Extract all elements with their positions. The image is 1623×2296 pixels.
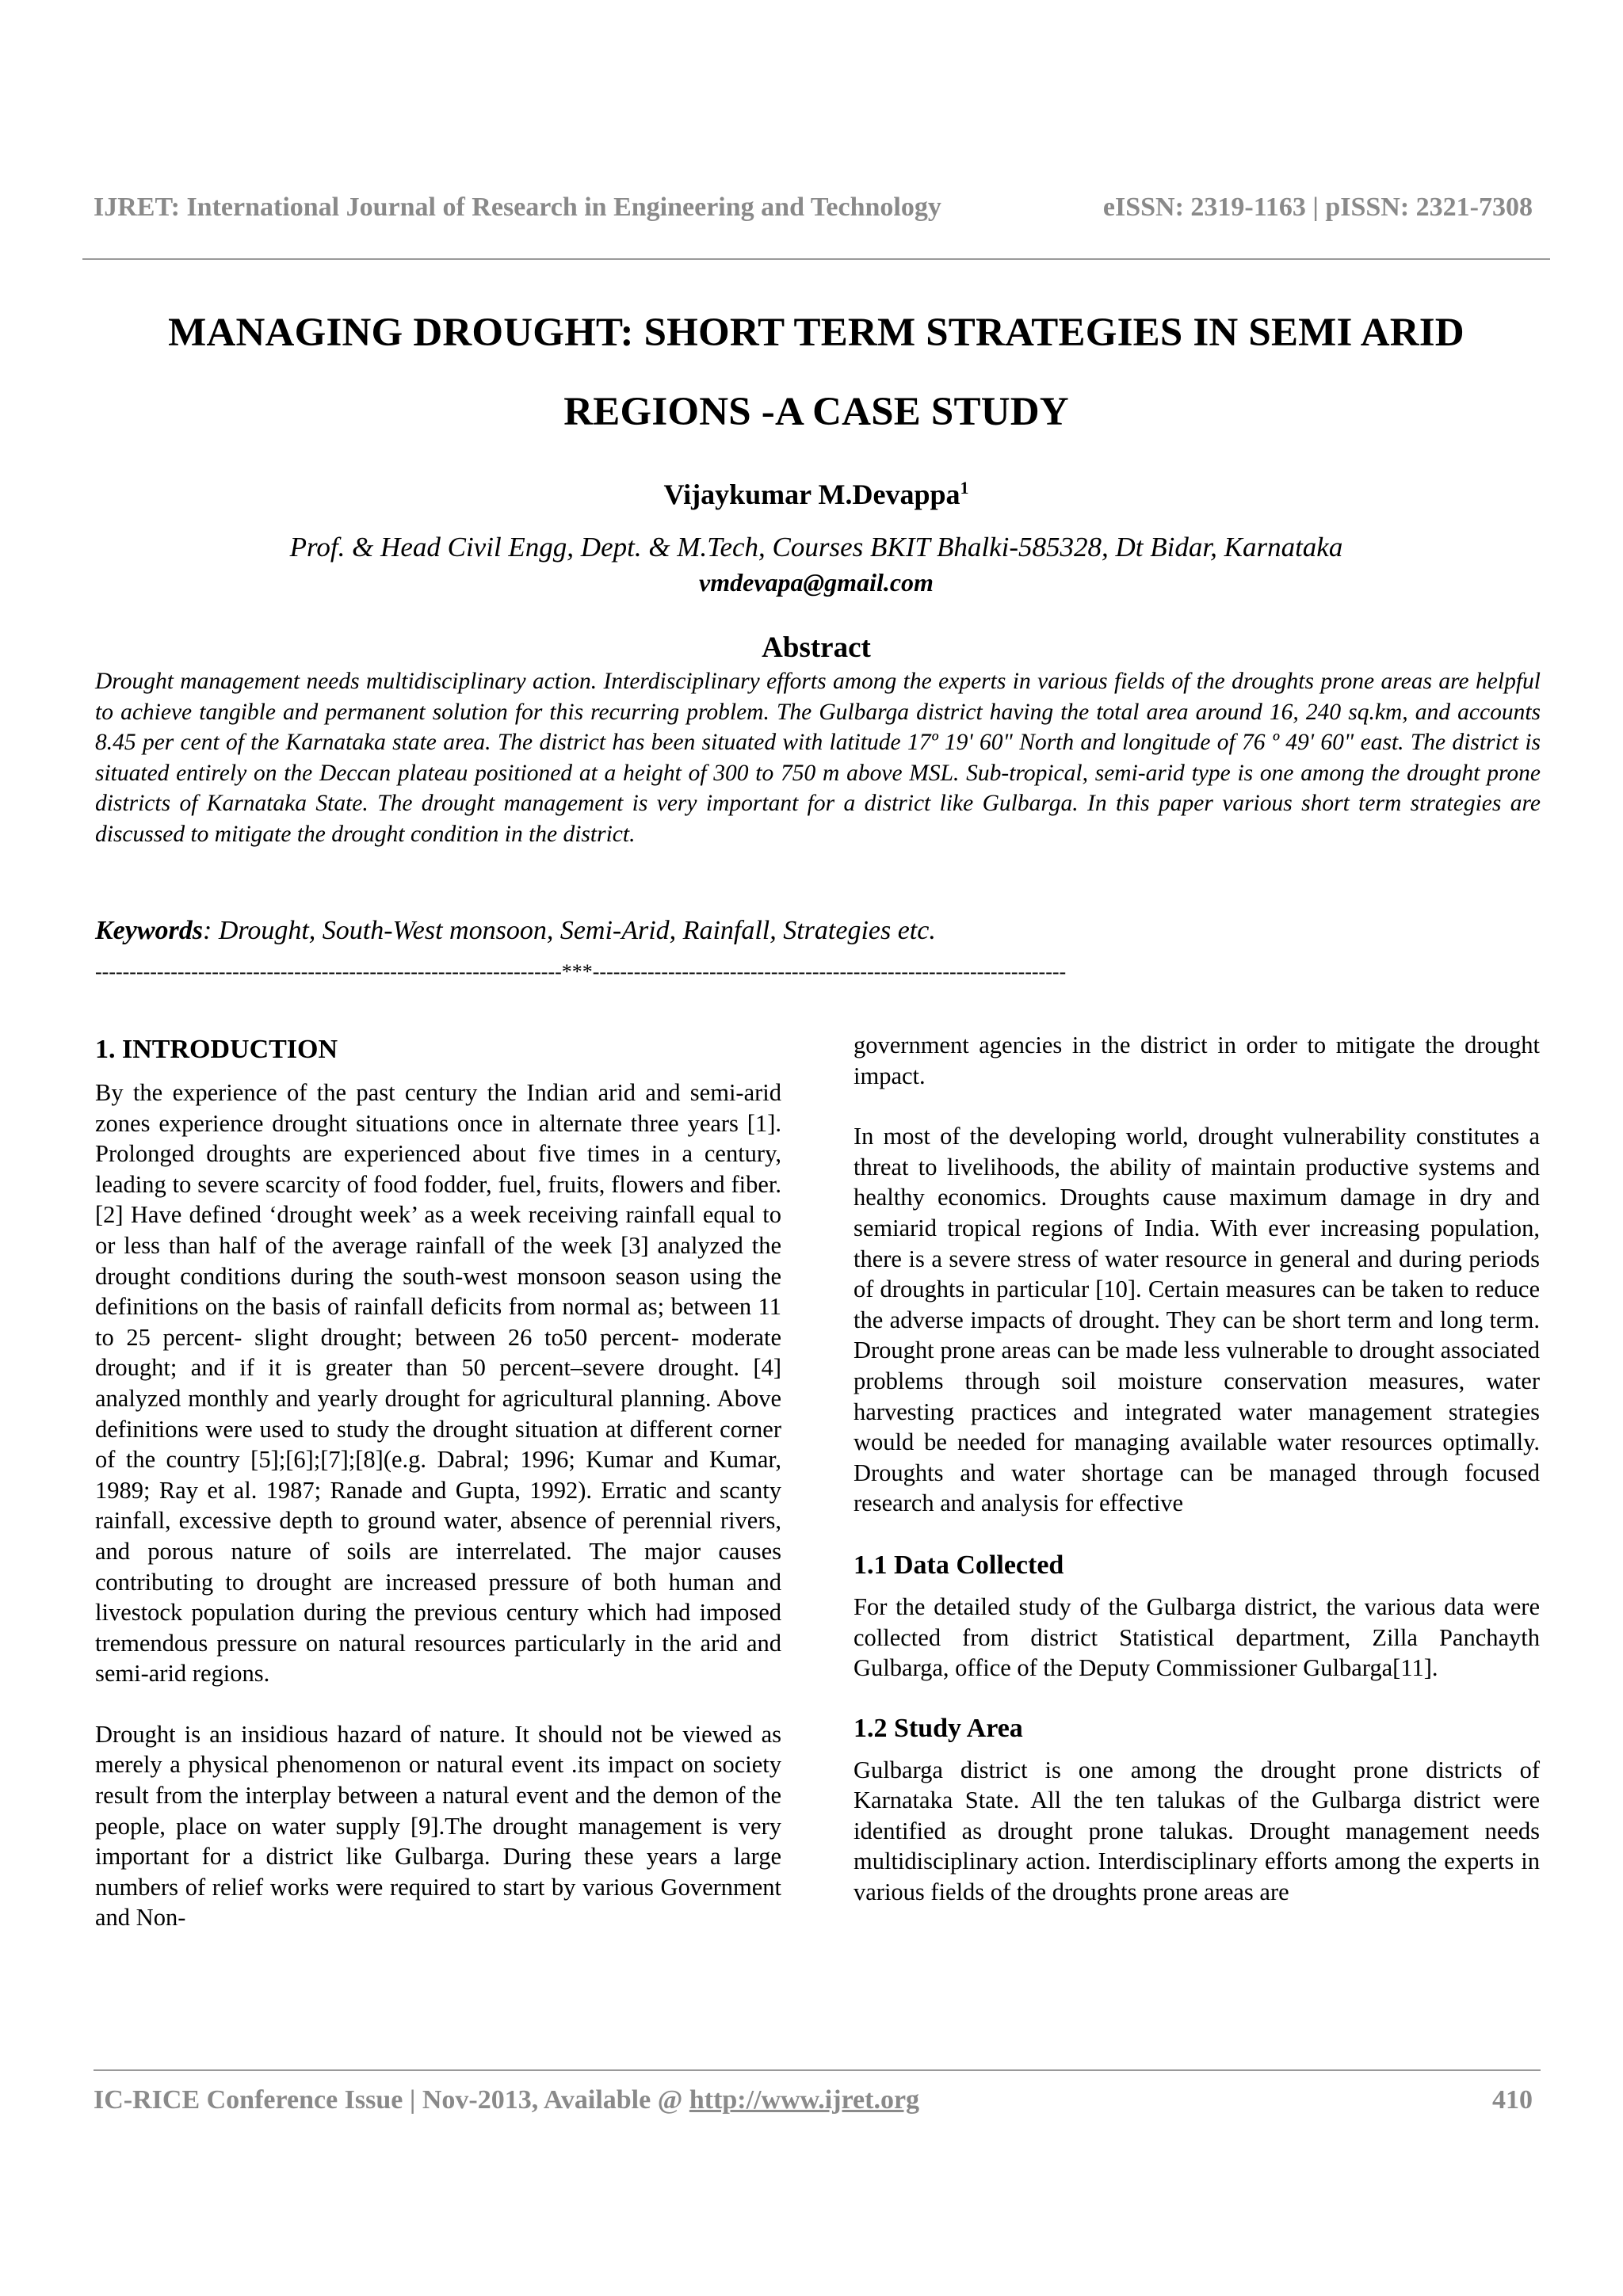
author-superscript: 1 (960, 478, 969, 498)
keywords-text: : Drought, South-West monsoon, Semi-Arid, Rainfall, Strategies etc. (203, 916, 936, 945)
author-email: vmdevapa@gmail.com (699, 568, 934, 597)
footer-citation (94, 2085, 919, 2115)
introduction-paragraph-3: In most of the developing world, drought vulnerability constitutes a threat to livelihoods, the ability of maintain productive systems and healthy economics. Droughts cause maximum damage in dry and semiarid tropical regions of India. With ever increasing population, there is a severe stress of water resource in general and during periods of droughts in particular [10]. Certain measures can be taken to reduce the adverse impacts of drought. They can be short term and long term. Drought prone areas can be made less vulnerable to drought associated problems through soil moisture conservation measures, water harvesting practices and integrated water management strategies would be needed for managing available water resources optimally. Droughts and water shortage can be managed through focused research and analysis for effective (854, 1123, 1540, 1517)
abstract-heading: Abstract (762, 631, 871, 664)
running-footer (94, 2085, 1533, 2120)
introduction-heading: 1. INTRODUCTION (95, 1035, 338, 1064)
study-area-text: Gulbarga district is one among the drought prone districts of Karnataka State. All the ten talukas of the Gulbarga district were identified as drought prone talukas. Drought management needs multidisciplinary action. Interdisciplinary efforts among the experts in various fields of the droughts prone areas are (854, 1756, 1540, 1906)
left-column (95, 1030, 781, 1933)
abstract-text: Drought management needs multidisciplinary action. Interdisciplinary efforts among the experts in various fields of the droughts prone areas are helpful to achieve tangible and permanent solution for this recurring problem. The Gulbarga district having the total area around 16, 240 sq.km, and accounts 8.45 per cent of the Karnataka state area. The district has been situated with latitude 17º 19' 60" North and longitude of 76 º 49' 60" east. The district is situated entirely on the Deccan plateau positioned at a height of 300 to 750 m above MSL. Sub-tropical, semi-arid type is one among the drought prone districts of Karnataka State. The drought management is very important for a district like Gulbarga. In this paper various short term strategies are discussed to mitigate the drought condition in the district. (95, 669, 1541, 847)
journal-website-link[interactable]: http://www.ijret.org (689, 2085, 920, 2115)
title-line-2: REGIONS -A CASE STUDY (563, 390, 1069, 434)
study-area-heading: 1.2 Study Area (854, 1713, 1023, 1743)
footer-issue-text: IC-RICE Conference Issue | Nov-2013, Available @ (94, 2085, 689, 2115)
issn-numbers: eISSN: 2319-1163 | pISSN: 2321-7308 (1102, 193, 1533, 222)
running-header (94, 193, 1533, 224)
introduction-continued: government agencies in the district in order to mitigate the drought impact. (854, 1032, 1540, 1089)
section-separator: --------------------------------------------------------------------***--------------------------------------------------------------------- (95, 960, 1067, 983)
author-name-text: Vijaykumar M.Devappa (663, 479, 960, 510)
paper-title (82, 293, 1550, 452)
header-divider (82, 258, 1550, 260)
introduction-paragraph-2: Drought is an insidious hazard of nature. It should not be viewed as merely a physical phenomenon or natural event .its impact on society result from the interplay between a natural event and the demon of the people, place on water supply [9].The drought management is very important for a district like Gulbarga. During these years a large numbers of relief works were required to start by various Government and Non- (95, 1720, 781, 1932)
introduction-paragraph-1: By the experience of the past century the Indian arid and semi-arid zones experience drought situations once in alternate three years [1]. Prolonged droughts are experienced about five times in a century, leading to severe scarcity of food fodder, fuel, fruits, flowers and fiber. [2] Have defined ‘drought week’ as a week receiving rainfall equal to or less than half of the average rainfall of the week [3] analyzed the drought conditions during the south-west monsoon season using the definitions on the basis of rainfall deficits from normal as; between 11 to 25 percent- slight drought; between 26 to50 percent- moderate drought; and if it is greater than 50 percent–severe drought. [4] analyzed monthly and yearly drought for agricultural planning. Above definitions were used to study the drought situation at different corner of the country [5];[6];[7];[8](e.g. Dabral; 1996; Kumar and Kumar, 1989; Ray et al. 1987; Ranade and Gupta, 1992). Erratic and scanty rainfall, excessive depth to ground water, absence of perennial rivers, and porous nature of soils are interrelated. The major causes contributing to drought are increased pressure of both human and livestock population during the previous century which had imposed tremendous pressure on natural resources particularly in the arid and semi-arid regions. (95, 1079, 781, 1688)
keywords (95, 913, 1541, 948)
journal-name: IJRET: International Journal of Research in Engineering and Technology (94, 193, 941, 222)
footer-divider (94, 2069, 1541, 2071)
title-line-1: MANAGING DROUGHT: SHORT TERM STRATEGIES IN SEMI ARID (168, 311, 1465, 355)
right-column (854, 1030, 1540, 1908)
author-affiliation: Prof. & Head Civil Engg, Dept. & M.Tech, Courses BKIT Bhalki-585328, Dt Bidar, Karnataka (289, 532, 1343, 563)
author-name (82, 471, 1550, 512)
data-collected-text: For the detailed study of the Gulbarga district, the various data were collected from district Statistical department, Zilla Panchayth Gulbarga, office of the Deputy Commissioner Gulbarga[11]. (854, 1592, 1540, 1682)
page-number: 410 (1492, 2085, 1533, 2115)
data-collected-heading: 1.1 Data Collected (854, 1550, 1064, 1580)
keywords-label: Keywords (95, 916, 203, 945)
